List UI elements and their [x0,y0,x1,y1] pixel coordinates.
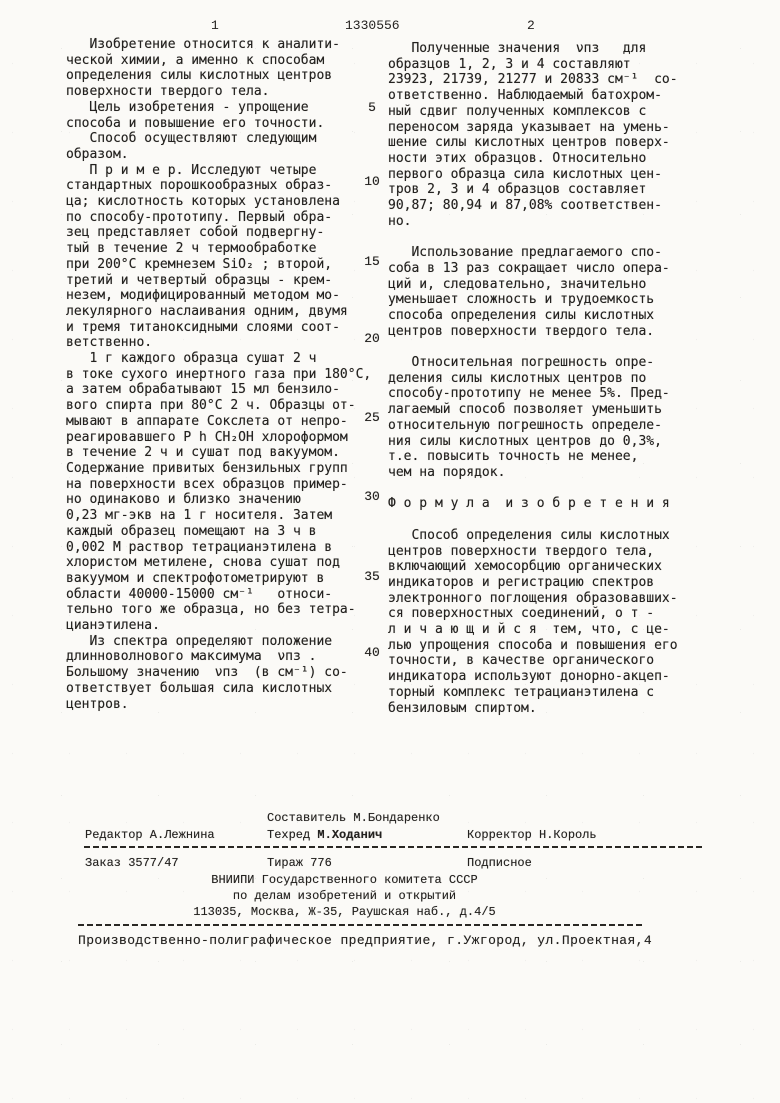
corrector-credit: Корректор Н.Король [467,828,597,842]
gutter-line-number-35: 35 [364,569,380,584]
gutter-line-number-40: 40 [364,645,380,660]
order-number: Заказ 3577/47 [85,856,179,870]
org-address-line-3: 113035, Москва, Ж-35, Раушская наб., д.4/5 [193,905,496,919]
gutter-line-number-5: 5 [368,100,376,115]
print-run: Тираж 776 [267,856,332,870]
column-number-right: 2 [527,18,535,33]
gutter-line-number-30: 30 [364,489,380,504]
org-address-line-1: ВНИИПИ Государственного комитета СССР [211,873,478,887]
techred-name: М.Ходанич [317,828,383,842]
gutter-line-number-10: 10 [364,174,380,189]
gutter-line-number-25: 25 [364,410,380,425]
techred-label: Техред [267,828,311,842]
column-number-left: 1 [211,18,219,33]
divider-dashed-line-top [84,845,702,848]
gutter-line-number-20: 20 [364,331,380,346]
editor-credit: Редактор А.Лежнина [85,828,215,842]
divider-dashed-line-bottom [78,923,643,926]
subscription-note: Подписное [467,856,532,870]
left-column-text: Изобретение относится к аналити- ческой химии, а именно к способам определения силы кислотных центров поверхности твердого тела. Цель изобретения - упрощение способа и повышение его точности. Способ осуществляют следующим образом. П р и м е р. Исследуют четыре стандартных порошкообразных образ- ца; кислотность которых установлена по способу-прототипу. Первый обра- зец представляет собой подвергну- тый в течение 2 ч термообработке при 200°С кремнезем SiO₂ ; второй, третий и четвертый образцы - крем- незем, модифицированный методом мо- лекулярного наслаивания одним, двумя и тремя титаноксидными слоями соот- ветственно. 1 г каждого образца сушат 2 ч в токе сухого инертного газа при 180°С, а затем обрабатывают 15 мл бензило- вого спирта при 80°С 2 ч. Образцы от- мывают в аппарате Сокслета от непро- реагировавшего P h CH₂OH хлороформом в течение 2 ч и сушат под вакуумом. Содержание привитых бензильных групп на поверхности всех образцов пример- но одинаково и близко значению 0,23 мг-экв на 1 г носителя. Затем каждый образец помещают на 3 ч в 0,002 М раствор тетрацианэтилена в хлористом метилене, снова сушат под вакуумом и спектрофотометрируют в области 40000-15000 см⁻¹ относи- тельно того же образца, но без тетра- цианэтилена. Из спектра определяют положение длинноволнового максимума νпз . Большому значению νпз (в см⁻¹) со- ответствует большая сила кислотных центров. [66,37,372,712]
right-column-text: Полученные значения νпз для образцов 1, 2, 3 и 4 составляют 23923, 21739, 21277 и 20833 см⁻¹ со- ответственно. Наблюдаемый батохром- ный сдвиг полученных комплексов с переносом заряда указывает на умень- шение силы кислотных центров поверх- ности этих образцов. Относительно первого образца сила кислотных цен- тров 2, 3 и 4 образцов составляет 90,87; 80,94 и 87,08% соответствен- но. Использование предлагаемого спо- соба в 13 раз сокращает число опера- ций и, следовательно, значительно уменьшает сложность и трудоемкость способа определения силы кислотных центров поверхности твердого тела. Относительная погрешность опре- деления силы кислотных центров по способу-прототипу не менее 5%. Пред- лагаемый способ позволяет уменьшить относительную погрешность определе- ния силы кислотных центров до 0,3%, т.е. повысить точность не менее, чем на порядок. Ф о р м у л а и з о б р е т е н и я Способ определения силы кислотных центров поверхности твердого тела, включающий хемосорбцию органических индикаторов и регистрацию спектров электронного поглощения образовавших- ся поверхностных соединений, о т - л и ч а ю щ и й с я тем, что, с це- лью упрощения способа и повышения его точности, в качестве органического индикатора используют донорно-акцеп- торный комплекс тетрацианэтилена с бензиловым спиртом. [388,41,678,716]
patent-number: 1330556 [345,18,400,33]
compiler-credit: Составитель М.Бондаренко [267,811,440,825]
printing-plant-line: Производственно-полиграфическое предприятие, г.Ужгород, ул.Проектная,4 [78,933,653,948]
gutter-line-number-15: 15 [364,254,380,269]
org-address-line-2: по делам изобретений и открытий [232,889,457,903]
techred-credit [267,828,382,842]
